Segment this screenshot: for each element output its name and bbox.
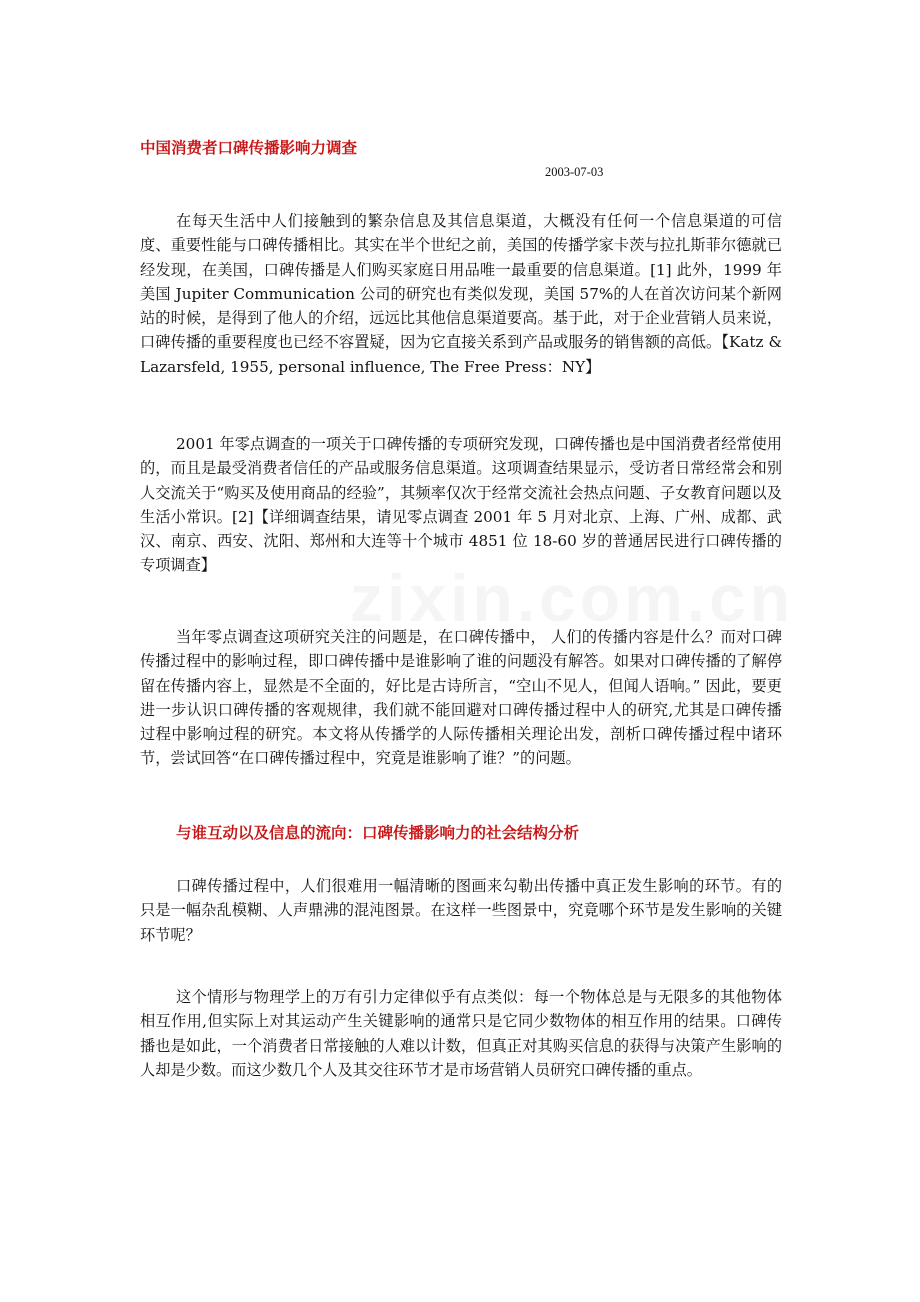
paragraph-1: 在每天生活中人们接触到的繁杂信息及其信息渠道，大概没有任何一个信息渠道的可信度、重要性能与口碑传播相比。其实在半个世纪之前，美国的传播学家卡茨与拉扎斯菲尔德就已经发现，在美国，口碑传播是人们购买家庭日用品唯一最重要的信息渠道。[1] 此外，1999 年美国 Jupiter Communication 公司的研究也有类似发现，美国 57%的人在首次访问某个新网站的时候，是得到了他人的介绍，远远比其他信息渠道要高。基于此，对于企业营销人员来说，口碑传播的重要程度也已经不容置疑，因为它直接关系到产品或服务的销售额的高低。【Katz & Lazarsfeld, 1955, personal influence, The Free Press：NY】: [140, 212, 782, 376]
section-paragraph-2: 这个情形与物理学上的万有引力定律似乎有点类似：每一个物体总是与无限多的其他物体相互作用,但实际上对其运动产生关键影响的通常只是它同少数物体的相互作用的结果。口碑传播也是如此，一个消费者日常接触的人难以计数，但真正对其购买信息的获得与决策产生影响的人却是少数。而这少数几个人及其交往环节才是市场营销人员研究口碑传播的重点。: [140, 988, 782, 1079]
section-paragraph-1: 口碑传播过程中，人们很难用一幅清晰的图画来勾勒出传播中真正发生影响的环节。有的只是一幅杂乱模糊、人声鼎沸的混沌图景。在这样一些图景中，究竟哪个环节是发生影响的关键环节呢？: [140, 877, 782, 944]
document-date: 2003-07-03: [545, 165, 604, 179]
paragraph-2: 2001 年零点调查的一项关于口碑传播的专项研究发现，口碑传播也是中国消费者经常使用的，而且是最受消费者信任的产品或服务信息渠道。这项调查结果显示，受访者日常经常会和别人交流关于“购买及使用商品的经验”，其频率仅次于经常交流社会热点问题、子女教育问题以及生活小常识。[2]【详细调查结果，请见零点调查 2001 年 5 月对北京、上海、广州、成都、武汉、南京、西安、沈阳、郑州和大连等十个城市 4851 位 18-60 岁的普通居民进行口碑传播的专项调查】: [140, 435, 782, 575]
watermark: zixin.com.cn: [350, 561, 795, 635]
document-title: 中国消费者口碑传播影响力调查: [140, 139, 358, 157]
paragraph-3: 当年零点调查这项研究关注的问题是，在口碑传播中， 人们的传播内容是什么？而对口碑传播过程中的影响过程，即口碑传播中是谁影响了谁的问题没有解答。如果对口碑传播的了解停留在传播内容上，显然是不全面的，好比是古诗所言，“空山不见人，但闻人语响。” 因此，要更进一步认识口碑传播的客观规律，我们就不能回避对口碑传播过程中人的研究,尤其是口碑传播过程中影响过程的研究。本文将从传播学的人际传播相关理论出发，剖析口碑传播过程中诸环节，尝试回答“在口碑传播过程中，究竟是谁影响了谁？”的问题。: [140, 628, 782, 768]
section-heading: 与谁互动以及信息的流向：口碑传播影响力的社会结构分析: [176, 824, 580, 842]
